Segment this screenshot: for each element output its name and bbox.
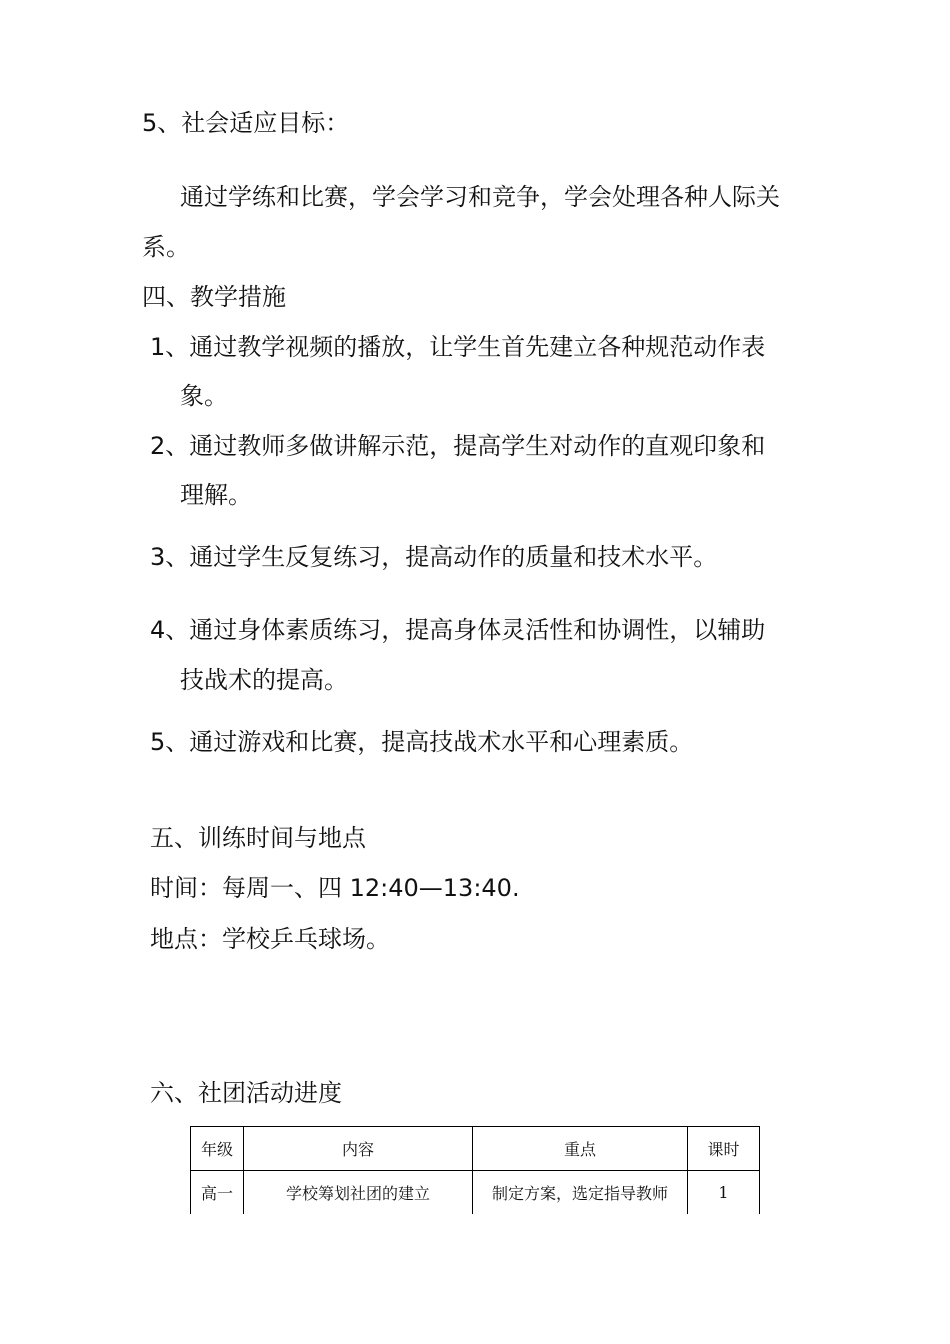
measure-item-1-line1: 1、通过教学视频的播放，让学生首先建立各种规范动作表 — [150, 333, 766, 361]
teaching-measures-heading: 四、教学措施 — [142, 283, 286, 311]
training-place: 地点：学校乒乓球场。 — [150, 925, 390, 953]
cell-grade: 高一 — [191, 1171, 244, 1215]
training-time: 时间：每周一、四 12:40—13:40. — [150, 874, 520, 902]
table-header-row — [191, 1127, 760, 1171]
measure-item-1-line2: 象。 — [180, 382, 228, 410]
training-time-place-heading: 五、训练时间与地点 — [150, 824, 366, 852]
measure-item-4-line2: 技战术的提高。 — [180, 666, 348, 694]
social-goal-paragraph-line1: 通过学练和比赛，学会学习和竞争，学会处理各种人际关 — [180, 183, 780, 211]
measure-item-4-line1: 4、通过身体素质练习，提高身体灵活性和协调性，以辅助 — [150, 616, 766, 644]
measure-item-2-line1: 2、通过教师多做讲解示范，提高学生对动作的直观印象和 — [150, 432, 766, 460]
cell-focus: 制定方案，选定指导教师 — [473, 1171, 688, 1215]
cell-content: 学校筹划社团的建立 — [244, 1171, 473, 1215]
measure-item-5: 5、通过游戏和比赛，提高技战术水平和心理素质。 — [150, 728, 694, 756]
social-goal-paragraph-line2: 系。 — [142, 233, 190, 261]
measure-item-3: 3、通过学生反复练习，提高动作的质量和技术水平。 — [150, 543, 718, 571]
header-focus: 重点 — [473, 1127, 688, 1171]
cell-hours: 1 — [688, 1171, 760, 1215]
header-grade: 年级 — [191, 1127, 244, 1171]
table-row — [191, 1171, 760, 1215]
club-progress-table — [190, 1126, 760, 1214]
social-goal-heading: 5、社会适应目标： — [142, 109, 350, 137]
measure-item-2-line2: 理解。 — [180, 481, 252, 509]
header-content: 内容 — [244, 1127, 473, 1171]
club-progress-heading: 六、社团活动进度 — [150, 1079, 342, 1107]
header-hours: 课时 — [688, 1127, 760, 1171]
